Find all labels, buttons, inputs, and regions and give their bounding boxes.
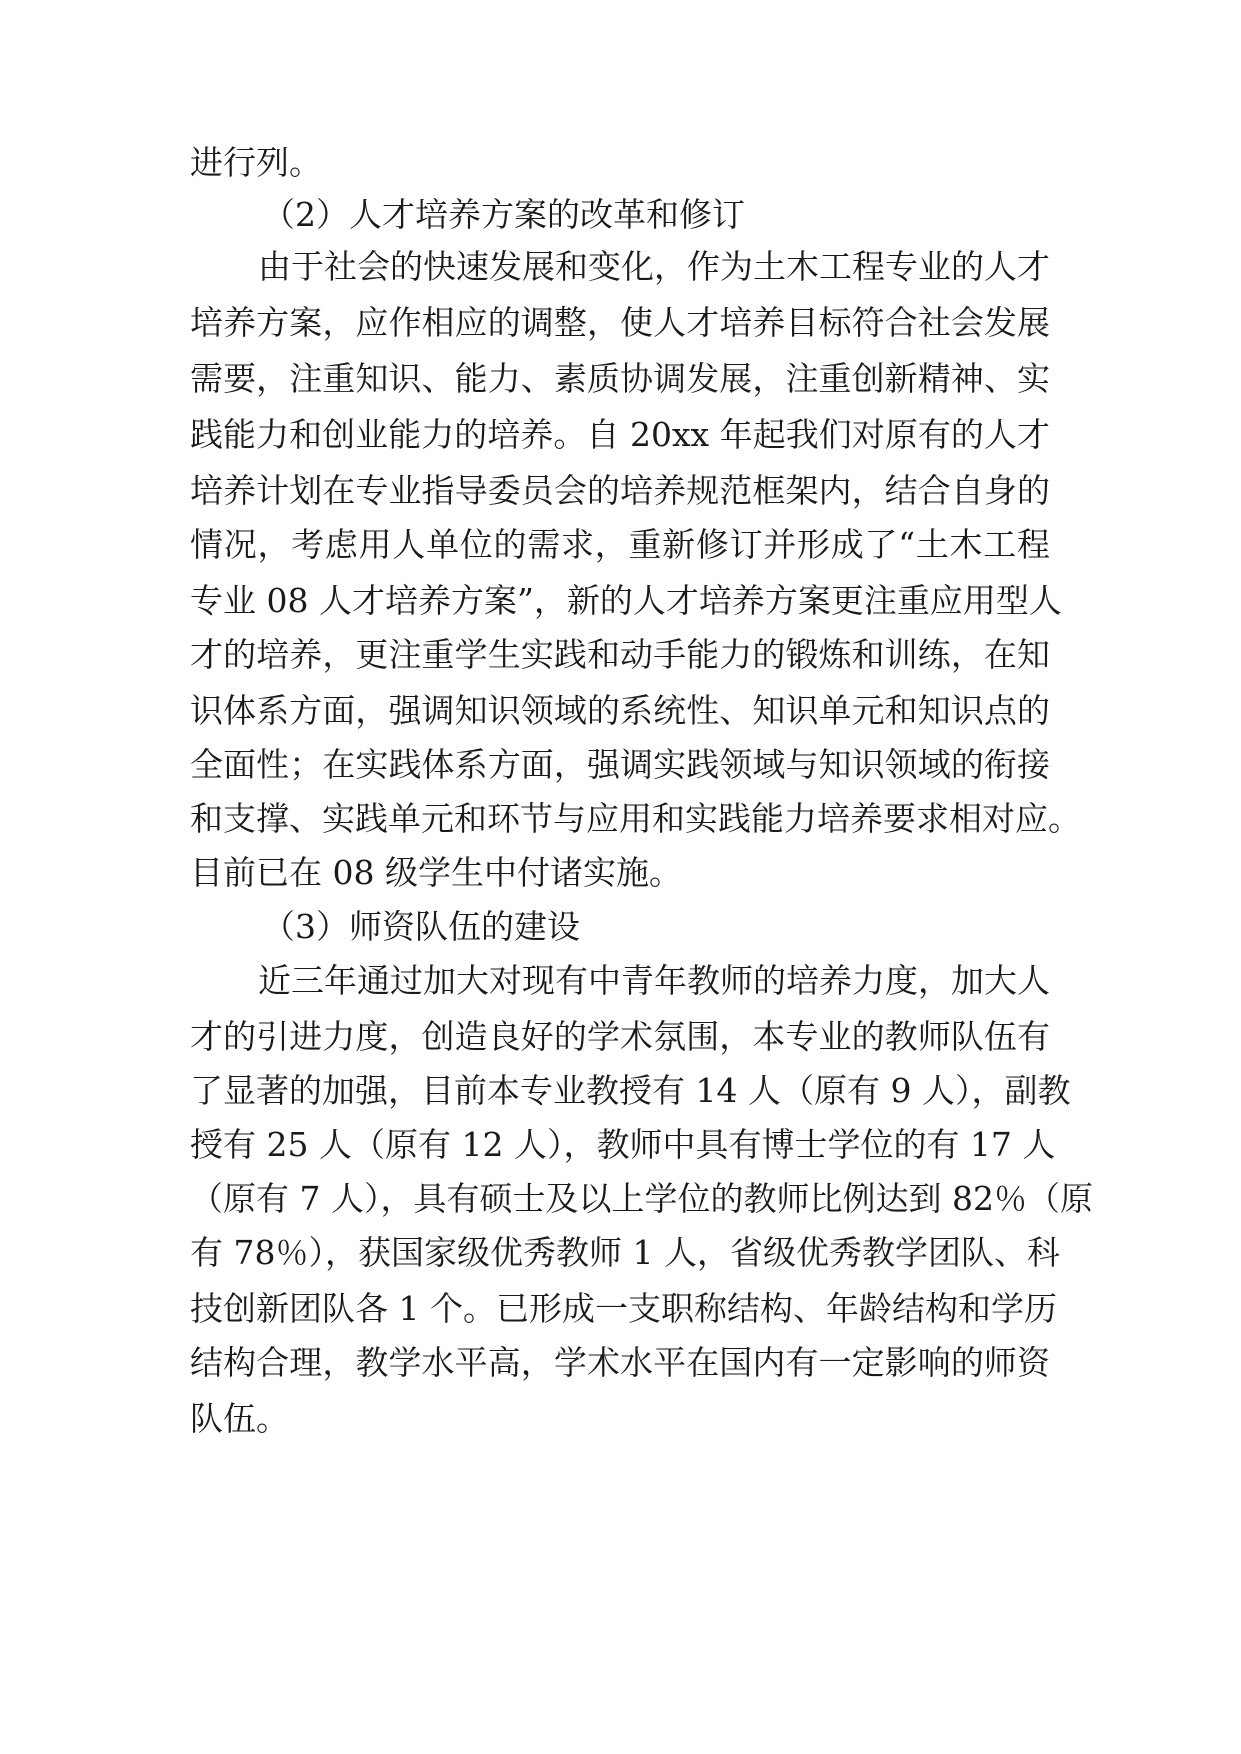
text-line: 识体系方面，强调知识领域的系统性、知识单元和知识点的: [190, 691, 1050, 730]
text-line: 目前已在 08 级学生中付诸实施。: [190, 853, 682, 892]
text-line: 授有 25 人（原有 12 人），教师中具有博士学位的有 17 人: [190, 1125, 1056, 1164]
paragraph-first-line: 近三年通过加大对现有中青年教师的培养力度，加大人: [258, 961, 1050, 1000]
text-line: 有 78％），获国家级优秀教师 1 人，省级优秀教学团队、科: [190, 1233, 1060, 1272]
text-line: （原有 7 人），具有硕士及以上学位的教师比例达到 82％（原: [190, 1179, 1093, 1218]
text-line: 践能力和创业能力的培养。自 20xx 年起我们对原有的人才: [190, 415, 1050, 454]
text-line: 培养方案，应作相应的调整，使人才培养目标符合社会发展: [190, 303, 1050, 342]
text-line: 进行列。: [190, 143, 322, 182]
text-line: 技创新团队各 1 个。已形成一支职称结构、年龄结构和学历: [190, 1289, 1057, 1328]
section-heading: （3）师资队伍的建设: [262, 907, 580, 946]
paragraph-first-line: 由于社会的快速发展和变化，作为土木工程专业的人才: [258, 247, 1050, 286]
text-line: 才的引进力度，创造良好的学术氛围，本专业的教师队伍有: [190, 1017, 1050, 1056]
text-line: 需要，注重知识、能力、素质协调发展，注重创新精神、实: [190, 359, 1050, 398]
text-line: 结构合理，教学水平高，学术水平在国内有一定影响的师资: [190, 1343, 1050, 1382]
section-heading: （2）人才培养方案的改革和修订: [262, 195, 745, 234]
text-line: 培养计划在专业指导委员会的培养规范框架内，结合自身的: [190, 471, 1050, 510]
text-line: 了显著的加强，目前本专业教授有 14 人（原有 9 人），副教: [190, 1071, 1071, 1110]
text-line: 全面性；在实践体系方面，强调实践领域与知识领域的衔接: [190, 745, 1050, 784]
text-line: 和支撑、实践单元和环节与应用和实践能力培养要求相对应。: [190, 799, 1081, 838]
text-line: 队伍。: [190, 1399, 289, 1438]
text-line: 情况，考虑用人单位的需求，重新修订并形成了“土木工程: [190, 525, 1050, 564]
text-line: 专业 08 人才培养方案”，新的人才培养方案更注重应用型人: [190, 581, 1062, 620]
text-line: 才的培养，更注重学生实践和动手能力的锻炼和训练，在知: [190, 635, 1050, 674]
